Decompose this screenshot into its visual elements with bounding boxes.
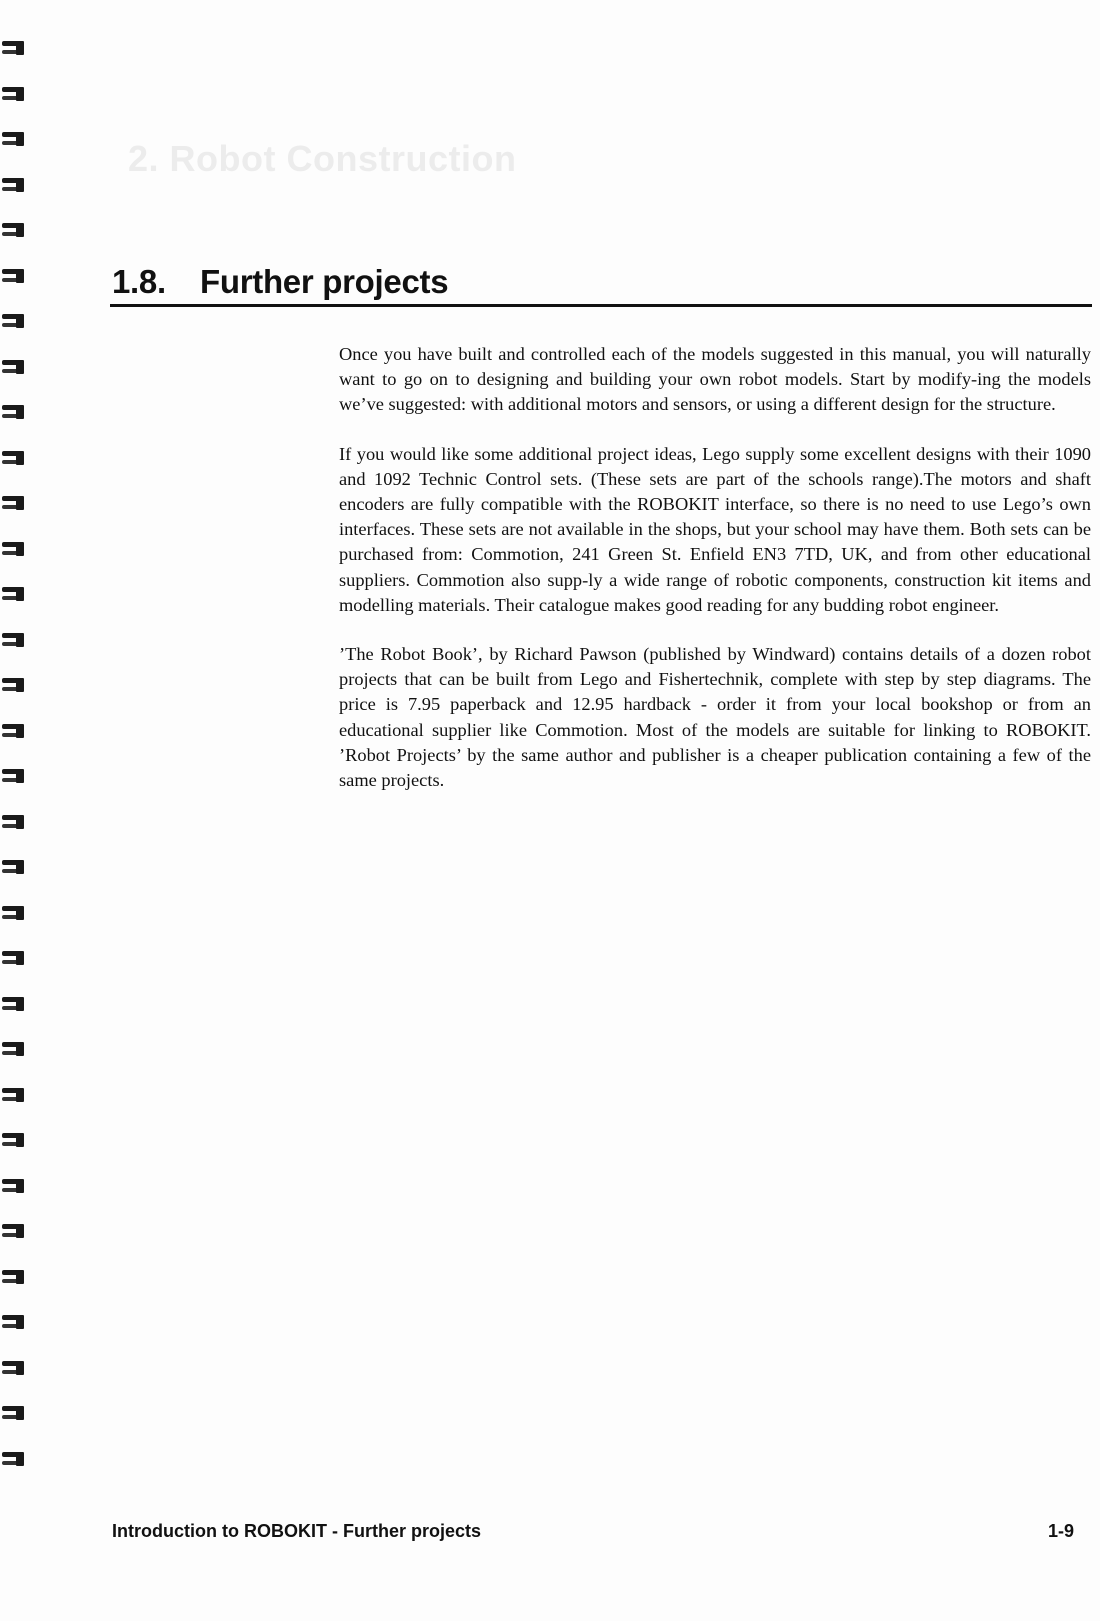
binding-ring	[2, 1312, 26, 1330]
section-heading	[112, 262, 1092, 302]
binding-ring	[2, 175, 26, 193]
binding-ring-lower	[2, 1006, 22, 1010]
section-number: 1.8.	[112, 263, 166, 300]
binding-ring	[2, 220, 26, 238]
binding-ring-lower	[2, 1188, 22, 1192]
binding-ring-lower	[2, 1279, 22, 1283]
binding-ring-lower	[2, 551, 22, 555]
binding-ring	[2, 584, 26, 602]
binding-ring	[2, 1221, 26, 1239]
binding-ring-lower	[2, 1097, 22, 1101]
binding-ring	[2, 857, 26, 875]
binding-ring	[2, 721, 26, 739]
binding-ring	[2, 1039, 26, 1057]
binding-ring	[2, 84, 26, 102]
binding-ring-lower	[2, 733, 22, 737]
binding-ring-lower	[2, 323, 22, 327]
heading-rule	[110, 304, 1092, 307]
binding-ring-lower	[2, 1142, 22, 1146]
binding-ring-lower	[2, 1370, 22, 1374]
binding-ring	[2, 812, 26, 830]
bleed-through-text: 2. Robot Construction	[128, 138, 517, 179]
binding-ring-lower	[2, 187, 22, 191]
binding-ring-lower	[2, 778, 22, 782]
binding-ring-lower	[2, 414, 22, 418]
binding-ring	[2, 766, 26, 784]
binding-ring	[2, 38, 26, 56]
binding-ring-lower	[2, 596, 22, 600]
binding-ring-lower	[2, 1461, 22, 1465]
binding-ring	[2, 311, 26, 329]
binding-ring	[2, 402, 26, 420]
binding-ring-lower	[2, 642, 22, 646]
binding-ring	[2, 903, 26, 921]
spiral-binding	[0, 30, 32, 1600]
footer-title: Introduction to ROBOKIT - Further projects	[112, 1521, 481, 1541]
binding-ring	[2, 1449, 26, 1467]
paragraph: If you would like some additional project ideas, Lego supply some excellent designs with their 1090 and 1092 Technic Control sets. (These sets are part of the schools range).The motors and shaft encoders are fully compatible with the ROBOKIT interface, so there is no need to use Lego’s own interfaces. These sets are not available in the shops, but your school may have them. Both sets can be purchased from: Commotion, 241 Green St. Enfield EN3 7TD, UK, and from other educational suppliers. Commotion also supp-ly a wide range of robotic components, construction kit items and modelling materials. Their catalogue makes good reading for any budding robot engineer.	[339, 443, 1091, 615]
binding-ring	[2, 994, 26, 1012]
binding-ring-lower	[2, 96, 22, 100]
binding-ring	[2, 630, 26, 648]
body-text	[339, 342, 1091, 817]
binding-ring	[2, 675, 26, 693]
binding-ring	[2, 1403, 26, 1421]
binding-ring-lower	[2, 687, 22, 691]
binding-ring	[2, 357, 26, 375]
binding-ring	[2, 448, 26, 466]
binding-ring	[2, 1176, 26, 1194]
binding-ring	[2, 266, 26, 284]
binding-ring	[2, 129, 26, 147]
binding-ring-lower	[2, 1415, 22, 1419]
binding-ring	[2, 1267, 26, 1285]
binding-ring-lower	[2, 505, 22, 509]
binding-ring-lower	[2, 1324, 22, 1328]
binding-ring	[2, 948, 26, 966]
binding-ring	[2, 493, 26, 511]
binding-ring-lower	[2, 278, 22, 282]
binding-ring-lower	[2, 50, 22, 54]
binding-ring	[2, 1085, 26, 1103]
binding-ring-lower	[2, 232, 22, 236]
paragraph: ’The Robot Book’, by Richard Pawson (published by Windward) contains details of a dozen robot projects that can be built from Lego and Fishertechnik, complete with step by step diagrams. The price is 7.95 paperback and 12.95 hardback - order it from your local bookshop or from an educational supplier like Commotion. Most of the models are suitable for linking to ROBOKIT. ’Robot Projects’ by the same author and publisher is a cheaper publication containing a few of the same projects.	[339, 644, 1091, 791]
binding-ring-lower	[2, 824, 22, 828]
binding-ring-lower	[2, 1051, 22, 1055]
binding-ring-lower	[2, 460, 22, 464]
binding-ring	[2, 539, 26, 557]
binding-ring-lower	[2, 1233, 22, 1237]
binding-ring	[2, 1358, 26, 1376]
binding-ring-lower	[2, 369, 22, 373]
binding-ring-lower	[2, 915, 22, 919]
binding-ring-lower	[2, 141, 22, 145]
page-number: 1-9	[1047, 1521, 1074, 1541]
binding-ring-lower	[2, 869, 22, 873]
section-title: Further projects	[200, 263, 449, 300]
paragraph: Once you have built and controlled each of the models suggested in this manual, you will naturally want to go on to designing and building your own robot models. Start by modify-ing the models we’ve suggested: with additional motors and sensors, or using a different design for the structure.	[339, 344, 1091, 415]
binding-ring	[2, 1130, 26, 1148]
binding-ring-lower	[2, 960, 22, 964]
